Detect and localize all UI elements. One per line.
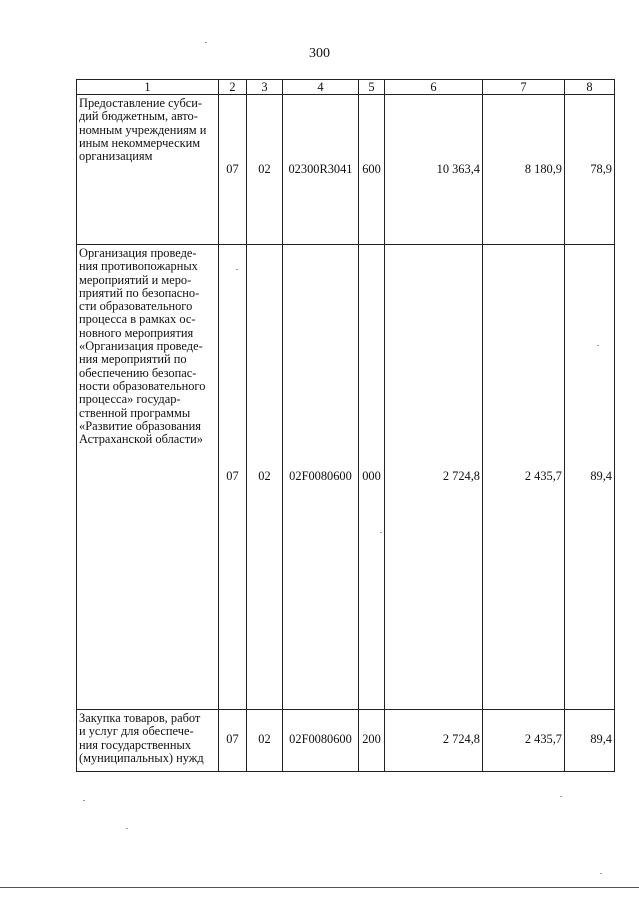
scan-speck	[600, 873, 602, 874]
expense-type-code: 000	[362, 469, 381, 483]
section-cell	[219, 245, 247, 710]
expense-type-code: 600	[362, 162, 381, 176]
column-header: 3	[247, 80, 283, 95]
subsection-cell	[247, 710, 283, 772]
subsection-cell	[247, 245, 283, 710]
target-article-cell	[283, 95, 359, 245]
plan-cell	[385, 95, 483, 245]
fact-amount: 2 435,7	[524, 732, 562, 746]
fact-cell	[483, 95, 565, 245]
expense-name: Закупка товаров, работ и услуг для обеспече- ния государственных (муниципальных) нужд	[79, 711, 204, 765]
table-row	[77, 95, 615, 245]
expense-type-code: 200	[362, 732, 381, 746]
plan-cell	[385, 245, 483, 710]
expense-name: Организация проведе- ния противопожарных мероприятий и меро- приятий по безопасно- сти образовательного процесса в рамках ос- новного мероприятия «Организация проведе- ния мероприятий по обеспечению безопас- ности образовательного процесса» государ- ственной программы «Развитие образования Астраханской области»	[79, 246, 206, 447]
percent-cell	[565, 710, 615, 772]
scan-speck	[205, 42, 207, 43]
section-code: 07	[226, 732, 239, 746]
execution-percent: 78,9	[590, 162, 612, 176]
target-article-code: 02F0080600	[289, 469, 352, 483]
expense-type-cell	[359, 245, 385, 710]
column-header: 8	[565, 80, 615, 95]
expense-name-cell	[77, 95, 219, 245]
fact-cell	[483, 245, 565, 710]
expense-name: Предоставление субси- дий бюджетным, авто- номным учреждениям и иным некоммерческим организациям	[79, 96, 207, 164]
fact-amount: 8 180,9	[524, 162, 562, 176]
subsection-cell	[247, 95, 283, 245]
scan-speck	[597, 345, 599, 346]
column-header: 1	[77, 80, 219, 95]
scan-bottom-edge	[0, 887, 639, 888]
plan-amount: 2 724,8	[442, 469, 480, 483]
table-row	[77, 710, 615, 772]
page-number: 300	[309, 46, 330, 61]
execution-percent: 89,4	[590, 469, 612, 483]
percent-cell	[565, 245, 615, 710]
expense-type-cell	[359, 710, 385, 772]
percent-cell	[565, 95, 615, 245]
scan-speck	[83, 800, 85, 801]
scan-speck	[236, 269, 238, 270]
scan-speck	[126, 828, 128, 829]
target-article-code: 02F0080600	[289, 732, 352, 746]
plan-cell	[385, 710, 483, 772]
scan-speck	[560, 796, 562, 797]
table-header-row	[77, 80, 615, 95]
section-code: 07	[226, 162, 239, 176]
subsection-code: 02	[258, 732, 271, 746]
target-article-cell	[283, 710, 359, 772]
plan-amount: 2 724,8	[442, 732, 480, 746]
target-article-code: 02300R3041	[288, 162, 353, 176]
target-article-cell	[283, 245, 359, 710]
expense-name-cell	[77, 245, 219, 710]
column-header: 5	[359, 80, 385, 95]
execution-percent: 89,4	[590, 732, 612, 746]
expense-name-cell	[77, 710, 219, 772]
section-code: 07	[226, 469, 239, 483]
section-cell	[219, 710, 247, 772]
section-cell	[219, 95, 247, 245]
scan-speck	[380, 532, 382, 533]
expense-type-cell	[359, 95, 385, 245]
table-row	[77, 245, 615, 710]
column-header: 4	[283, 80, 359, 95]
column-header: 6	[385, 80, 483, 95]
column-header: 7	[483, 80, 565, 95]
plan-amount: 10 363,4	[436, 162, 480, 176]
subsection-code: 02	[258, 469, 271, 483]
budget-table	[76, 79, 615, 772]
fact-cell	[483, 710, 565, 772]
column-header: 2	[219, 80, 247, 95]
fact-amount: 2 435,7	[524, 469, 562, 483]
subsection-code: 02	[258, 162, 271, 176]
